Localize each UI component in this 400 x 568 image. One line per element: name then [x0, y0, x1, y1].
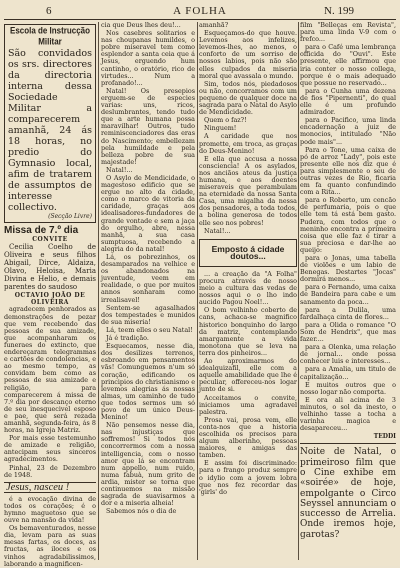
paragraph: para o Cunha uma dezena de fios "Pipernenti", do qual elle é um profundo admirador.: [300, 86, 396, 117]
paragraph: Sim, todos nós, piedadosos ou não, concorramos com um pequeno de qualquer doce na sagrada para o Natal do Asylo de Mendicidade.: [199, 79, 297, 117]
deceased-name: OCTAVIO JOÃO DE OLIVEIRA: [14, 292, 86, 307]
paragraph: E assim foi discriminado: para o frango produz sempre o idylio com a jovem lobra que nos fez recordar das 'girls' do: [199, 459, 297, 496]
paragraph: E ella que accusa a nossa consciencia! A os asylados, nos anciãos ateus da justiça humana, e aos doentes miseraveis que perambulam na eternidade da nossa Santa Casa, uma migalha da nessa dos pensadores, a toda todos, a bolina generosa de todos elle seo nos pobres!: [199, 154, 297, 227]
paragraph: Acceitamos o convite, iniciamos uma agradavel palestra.: [199, 393, 297, 416]
column-1: [4, 22, 96, 568]
notice-box: [4, 24, 96, 223]
paragraph: cia que Deus lhes deu!...: [101, 21, 181, 29]
convite-label: CONVITE: [32, 236, 68, 244]
paragraph: O bom velhinho coberto de cans, achaca-se magnifico historico bonquinho do largo da matriz, contemplando amargamente a vida monotona que se leva na terra dos pinheiros...: [199, 306, 297, 357]
paragraph: O Asylo de Mendicidade, o magestoso edificio que se ergue no alto da cidade, como o marco de vitoria da caridade, graças aos idealisadores-fundadores de grande vontade e sem a jaça do orgulho, abre, nessa manhã, a sua casa sumptuosa, recebendo a alegria do da natal!: [101, 173, 195, 253]
jesus-text-2: Os bemaventurados, nesse dia, levam para as suas mesas fartas, os doces, as fructas, as iloces e os vinhos agradabilissimos, laborando a magnificen-: [4, 524, 96, 568]
paragraph: ... a creação da "A Folha" procura através de nosso meio a cultura das vedas de nossos aqui o o lho indo aucido Pagou Noel!...: [199, 269, 297, 307]
paragraph: Natal! Os presepios erguem-se de especies varias: uns, ricos, deslumbrantes, tendo tudo que a arte humana possa maravilhar! Outros, tudo reminiscenciadores das eras do Nascimento; embellezam pela humildade e pela belleza pobre de sua majestade!: [101, 86, 195, 166]
paragraph: Lá, teem elles o seu Natal!: [106, 325, 193, 334]
paragraph: Não pensemos nesse dia, nas injustiças que soffremos! Si todos nós concorrermos com a nossa intelligencia, com o nosso amor que lá se encontram num appello, num ruido, numa fabuà, num grito de ardia, mister se torna que continuemos na missão sagrada de suavisarmos a dor e a miseria alheia!: [101, 421, 195, 508]
paragraph: Prosa vai, prosa vem, elle conta-nos que a historia escolhida os precisos para algum alberinho, pessoas maiores, e amigas das tamben.: [199, 415, 297, 460]
header-issue-number: N. 199: [324, 5, 354, 17]
missa-text-2: agradecem penhorados as demonstrações de pezar que vem recebendo das pessoas de sua amizade, que acompanharam os funeraes do extincto, que endereçaram telegrammas e cartões de condolencias, e ao mesmo tempo, as convidam bem como as pessoas de sua amizade e religião, para comparecerem á missa de 7.º dia por descanço eterno de seu inesquecivel esposo e pae, que será rezada amanhã, segunda-feira, ás 8 horas, na Igreja Matriz.: [4, 305, 96, 435]
paragraph: Sabemos nós o dia de: [106, 507, 177, 516]
paragraph: amanhã?: [199, 21, 229, 29]
paragraph: Já é tradição.: [106, 334, 149, 343]
paragraph: Nos casebres solitarios e nas choupanas humildes, o pobre miseravel tem como esplendor a santa ceia que á Jesus, erguendo hum cantinho, o oratório, rico de virtudes... Num a profanado!...: [101, 29, 195, 87]
notice-signature: (Secção Livre): [48, 213, 92, 220]
paragraph: para o Roberto, um cencão de perfumaria, pois o que elle tem tá está bem gasto. Pudera, com todos que o meninho encontra a primeira coisa que elle faz é tirar a sua preciosa e dar-lhe ao queijo:: [300, 196, 396, 254]
paragraph: Natal!...: [204, 226, 231, 235]
column-divider: [197, 22, 198, 560]
column-4: [300, 22, 396, 562]
paragraph: para a Olida o romance "O Som de Hendrix", que mas fazer....: [300, 320, 396, 344]
header-rule: [4, 19, 396, 20]
missa-place-date: Pinhal, 23 de Dezembro de 1948.: [4, 463, 96, 479]
natal-ad: Noite de Natal, o primeiroso film que o Cine exhibe em «soirée» de hoje, empolgante o Circo Seyssel annunciam o successo de Arrelia. Onde iremos hoje, garotas?: [300, 447, 396, 540]
divider: [300, 443, 396, 444]
newspaper-name: A FOLHA: [173, 5, 227, 17]
column-2: [101, 22, 195, 562]
paragraph: A caridade que nos promette, em troca, as graças do Deus-Menino!: [199, 132, 297, 155]
missa-title: Missa de 7.º dia: [4, 225, 79, 237]
paragraph: para o Fernando, uma caixa de Bandeira para cabe e um sanamento da poca...: [300, 283, 396, 306]
paragraph: E muitos outros que o nosso logar não comporta.: [300, 380, 396, 396]
paragraph: Natal!...: [106, 165, 133, 174]
missa-text-3: Por mais esse testemunho de amizade e religião, antecipam seus sinceros agradecimentos.: [4, 434, 96, 464]
paragraph: para a Olenka, uma relação de jornal... onde possa conhecer luis e interesses...: [300, 343, 396, 366]
column-signature: TEDDI: [373, 433, 396, 441]
missa-text: Cecilia Coelho de Oliveira e seus filhos Abigail, Dirce, Aldaiza, Olavo, Heloisa, Maria Divina e Helio, e demais parentes do saudoso: [4, 243, 96, 292]
paragraph: para o Pacifico, uma linda encadernação a juiz de monocios, intitulado "Não pode mais"...: [300, 116, 396, 146]
jesus-title: Jesus, nasceu !: [4, 482, 96, 493]
paragraph: Ao aproximarmos do idealquizafil, elle com a aquelle amabilidade que lhe é peculiar, offereceu-nos logar junto de si.: [199, 357, 297, 394]
jesus-text: é a evocação divina de todos os corações; é o hymno maguetoso que se ouve na mansão da vida!: [4, 494, 96, 525]
paragraph: Lá, os pobrezinhos, os desamparados na velhice e os abandonados na juventude, veem em realidade, o que por muitos annos sonharam como irrealisavel!: [101, 253, 195, 304]
paragraph: Ninguem!: [204, 124, 237, 133]
paragraph: para a Dulila, uma fardalhaça cinta de flores...: [300, 305, 396, 321]
paragraph: para o Café uma lembrança officida do "Ouvi". Este presente, elle affirmou que iria conter o nosso collega, porque é o mais adequado que possue no reservado...: [300, 43, 396, 87]
paragraph: E ora ali acima de 3 minutos, o sol da inesto, o velhinho tasse a tocha a varinha magica e desapareceu...: [300, 395, 396, 433]
paragraph: Sentem-se agasalhados dos tempestades e munidos de sua miseria!: [101, 303, 195, 326]
section-title-box: Emposto á cidade doutos...: [199, 239, 297, 267]
paragraph: Esquecamos, nesse dia, dos desilizes terrenos, esbroando em pensamentos vãs! Comunguemos n'um só coração, edificando os principios do christianismo e levemos alegrias ás nossas almas, um caminho de tudo que todos sermos um só povo de um único Deus-Menino!: [101, 342, 195, 422]
column-3: [199, 22, 297, 562]
column-divider: [98, 22, 99, 560]
paragraph: Para o Tone, uma caixa de pó de arroz "Lady", pois este presente elle nos diz que é para simplesmente o seu de outras vezes de Rio, ficaria em fa quanto confundindo com a Rita...: [300, 145, 396, 197]
paragraph: Quem o faz?!: [204, 116, 247, 125]
paragraph: film "Belleças em Revista", para uma linda V-9 com o frefco...: [300, 21, 396, 44]
notice-text: São convidados os srs. directores da directoria interna dessa Sociedade Militar a comparecerem amanhã, 24 ás 18 horas, no predio do Gymnasio local, afim de tratarem de assumptos de interesse collectivo.: [8, 48, 92, 213]
header-page-number: 6: [46, 5, 52, 17]
paragraph: Esqueçamos-do que houve. Levemos aos infelizes, levemos-lhes, ao menos, o conforto de um sorriso de nossos labios, pois não são elles culpados da miseria moral que avassala o mundo.: [199, 29, 297, 80]
paragraph: para o Jonas, uma tabella de violões e um labio de Benegas. Destartes "Jocas" dormirá menos...: [300, 254, 396, 284]
paragraph: para a Amalia, um titulo de capitalização...: [300, 365, 396, 381]
column-divider: [298, 22, 299, 560]
notice-title: Escola de Instrucção Militar: [9, 25, 91, 47]
